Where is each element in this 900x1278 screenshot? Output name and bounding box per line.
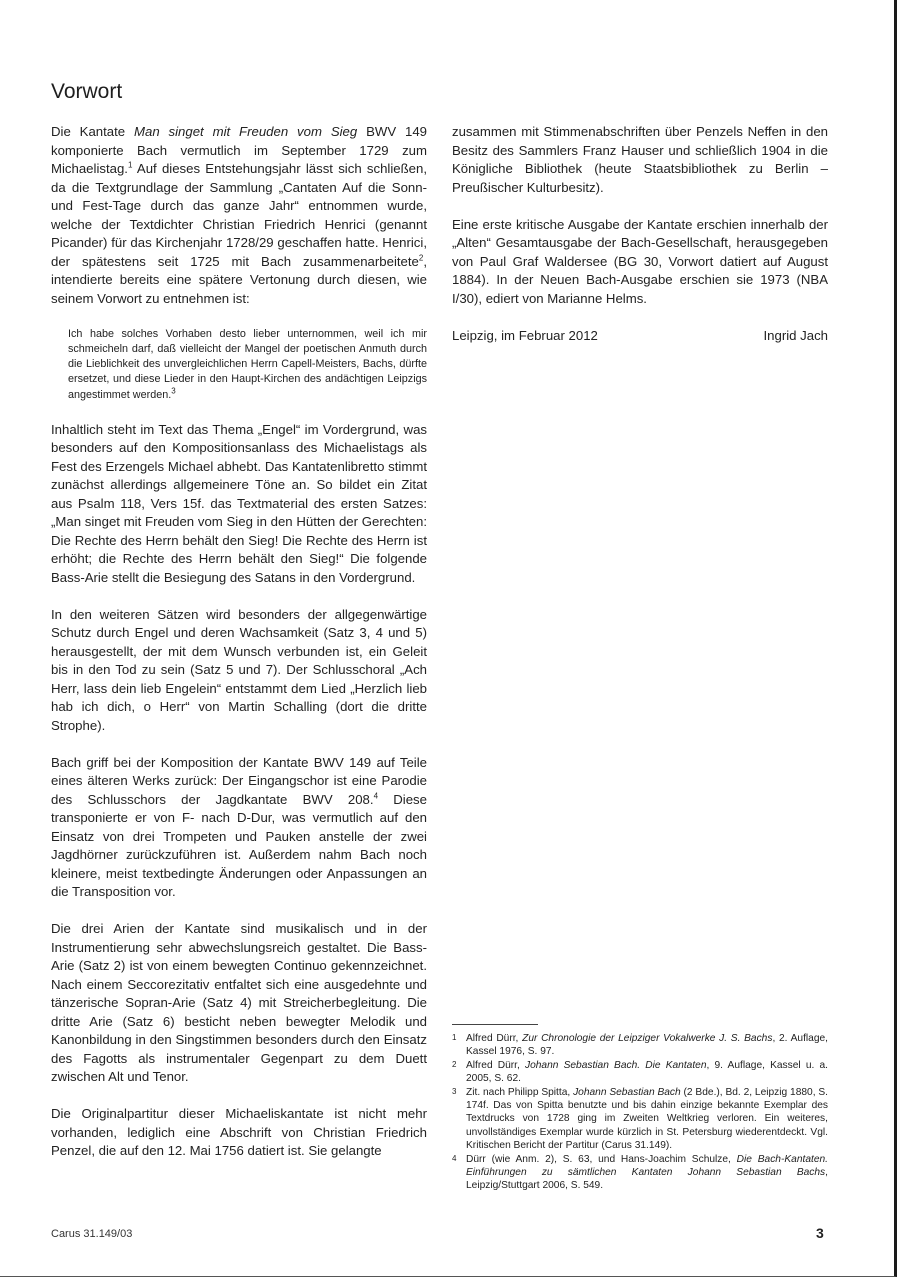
page-number: 3 bbox=[816, 1225, 824, 1241]
footnote-text bbox=[466, 1153, 828, 1193]
cantata-title: Man singet mit Freuden vom Sieg bbox=[134, 124, 358, 139]
footnote-number: 4 bbox=[452, 1153, 457, 1163]
left-column bbox=[51, 123, 427, 1179]
footnote-ref-4[interactable]: 4 bbox=[373, 791, 379, 801]
signature-line bbox=[452, 327, 828, 346]
right-column bbox=[452, 123, 828, 345]
footnote-4 bbox=[452, 1153, 828, 1193]
place-date: Leipzig, im Februar 2012 bbox=[452, 327, 598, 343]
text-span: Bach griff bei der Komposition der Kantate BWV 149 auf Teile eines älteren Werks zurück: Der Eingangschor ist eine Parodie des Schlusschors der Jagdkantate BWV 208. bbox=[51, 754, 427, 807]
text-span: Dürr (wie Anm. 2), S. 63, und Hans-Joachim Schulze, bbox=[466, 1153, 737, 1165]
footnote-number: 3 bbox=[452, 1086, 457, 1096]
footnote-text bbox=[466, 1032, 828, 1059]
text-span: (2 Bde.), Bd. 2, Leipzig 1880, S. 174f. Das von Spitta benutzte und bis dahin einzige bekannte Exemplar des Textdrucks von 1728 ging im Zweiten Weltkrieg verloren. Ein weiteres, unvollständiges Exemplar wurde kürzlich in St. Petersburg wiederentdeckt. Vgl. Kritischen Bericht der Partitur (Carus 31.149). bbox=[466, 1086, 828, 1152]
paragraph-6: Die Originalpartitur dieser Michaeliskantate ist nicht mehr vorhanden, lediglich eine Abschrift von Christian Friedrich Penzel, die auf den 12. Mai 1756 datiert ist. Sie gelangte bbox=[51, 1106, 427, 1159]
text-span: , 9. Auflage, Kassel u. a. 2005, S. 62. bbox=[466, 1059, 828, 1085]
catalog-number: Carus 31.149/03 bbox=[51, 1228, 133, 1240]
footnote-text bbox=[466, 1059, 828, 1086]
book-title: Johann Sebastian Bach bbox=[573, 1086, 681, 1098]
author-name: Ingrid Jach bbox=[763, 327, 828, 343]
footnote-3 bbox=[452, 1086, 828, 1153]
paragraph-5: Die drei Arien der Kantate sind musikalisch und in der Instrumentierung sehr abwechslungsreich gestaltet. Die Bass-Arie (Satz 2) ist von einem bewegten Continuo gekennzeichnet. Nach einem Seccorezitativ entfaltet sich eine ausgedehnte und tänzerische Sopran-Arie (Satz 4) mit Streicherbegleitung. Die dritte Arie (Satz 6) besticht neben bewegter Melodik und Kanonbildung in den Singstimmen besonders durch den Einsatz des Fagotts als instrumentaler Gegenpart zu dem Duett zwischen Alt und Tenor. bbox=[51, 921, 427, 1085]
footnote-number: 2 bbox=[452, 1059, 457, 1069]
footnote-number: 1 bbox=[452, 1033, 457, 1042]
page-title: Vorwort bbox=[51, 80, 123, 103]
quote-text: Ich habe solches Vorhaben desto lieber unternommen, weil ich mir schmeicheln darf, daß vielleicht der Mangel der poetischen Anmuth durch die Lieblichkeit des unvergleichlichen Herrn Capell-Meisters, Bachs, dürfte ersetzet, und diese Lieder in den Haupt-Kirchen des andächtigen Leipzigs angestimmet werden. bbox=[68, 327, 427, 401]
book-title: Johann Sebastian Bach. Die Kantaten bbox=[525, 1059, 707, 1071]
block-quote bbox=[68, 327, 427, 403]
book-title: Zur Chronologie der Leipziger Vokalwerke J. S. Bachs bbox=[522, 1033, 773, 1044]
paragraph-4 bbox=[51, 754, 427, 902]
text-span: Auf dieses Entstehungsjahr lässt sich schließen, da die Textgrundlage der Sammlung „Cantaten Auf die Sonn- und Fest-Tage durch das ganze Jahr“ entnommen wurde, welche der Textdichter Christian Friedrich Henrici (genannt Picander) für das Kirchenjahr 1728/29 geschaffen hatte. Henrici, der spätestens seit 1725 mit Bach zusammenarbeitete bbox=[51, 161, 427, 269]
paragraph-8: Eine erste kritische Ausgabe der Kantate erschien innerhalb der „Alten“ Gesamtausgabe der Bach-Gesellschaft, herausgegeben von Paul Graf Waldersee (BG 30, Vorwort datiert auf August 1884). In der Neuen Bach-Ausgabe erschien sie 1973 (NBA I/30), ediert von Marianne Helms. bbox=[452, 216, 828, 306]
paragraph-7: zusammen mit Stimmenabschriften über Penzels Neffen in den Besitz des Sammlers Franz Hauser und schließlich 1904 in die Königliche Bibliothek (heute Staatsbibliothek zu Berlin – Preußischer Kulturbesitz). bbox=[452, 124, 828, 195]
footnotes bbox=[452, 1032, 828, 1193]
text-span: Zit. nach Philipp Spitta, bbox=[466, 1086, 574, 1098]
footnote-ref-2[interactable]: 2 bbox=[418, 253, 424, 263]
text-span: , Leipzig/Stuttgart 2006, S. 549. bbox=[466, 1167, 828, 1192]
footnote-2 bbox=[452, 1059, 828, 1086]
footnote-divider bbox=[452, 1024, 538, 1025]
text-span: Diese transponierte er von F- nach D-Dur, was vermutlich auf den Einsatz von drei Trompeten und Pauken anstelle der zwei Jagdhörner zurückzuführen ist. Außerdem nahm Bach noch kleinere, meist textbedingte Änderungen oder Anpassungen an die Transposition vor. bbox=[51, 791, 427, 900]
paragraph-1 bbox=[51, 123, 427, 308]
paragraph-3: In den weiteren Sätzen wird besonders der allgegenwärtige Schutz durch Engel und deren Wachsamkeit (Satz 3, 4 und 5) herausgestellt, der mit dem Wunsch verbunden ist, ein Geleit bis in den Tod zu sein (Satz 5 und 7). Der Schlusschoral „Ach Herr, lass dein lieb Engelein“ entstammt dem Lied „Herzlich lieb hab ich dich, o Herr“ von Martin Schalling (dort die dritte Strophe). bbox=[51, 606, 427, 733]
text-span: BWV 149 komponierte Bach vermutlich im September 1729 zum Michaelistag. bbox=[51, 124, 428, 176]
text-span: , intendierte bereits eine spätere Vertonung durch diesen, wie seinem Vorwort zu entnehmen ist: bbox=[51, 253, 427, 306]
text-span: , 2. Auflage, Kassel 1976, S. 97. bbox=[466, 1033, 828, 1058]
paragraph-2: Inhaltlich steht im Text das Thema „Engel“ im Vordergrund, was besonders auf den Kompositionsanlass des Michaelistags als Fest des Erzengels Michael abhebt. Das Kantatenlibretto stimmt zunächst allerdings allgemeinere Töne an. So bildet ein Zitat aus Psalm 118, Vers 15f. das Textmaterial des ersten Satzes: „Man singet mit Freuden vom Sieg in den Hütten der Gerechten: Die Rechte des Herrn behält den Sieg! Die Rechte des Herrn ist erhöht; die Rechte des Herrn behält den Sieg!“ Die folgende Bass-Arie stellt die Besiegung des Satans in den Vordergrund. bbox=[51, 421, 427, 585]
footnote-1 bbox=[452, 1032, 828, 1059]
text-span: Die Kantate bbox=[51, 124, 134, 139]
footnote-text bbox=[466, 1086, 828, 1153]
text-span: Alfred Dürr, bbox=[466, 1059, 525, 1071]
footnote-ref-1[interactable]: 1 bbox=[127, 160, 133, 170]
book-title: Die Bach-Kantaten. Einführungen zu sämtlichen Kantaten Johann Sebastian Bachs bbox=[466, 1153, 828, 1179]
footnote-ref-3[interactable]: 3 bbox=[171, 386, 176, 396]
text-span: Alfred Dürr, bbox=[466, 1033, 523, 1044]
